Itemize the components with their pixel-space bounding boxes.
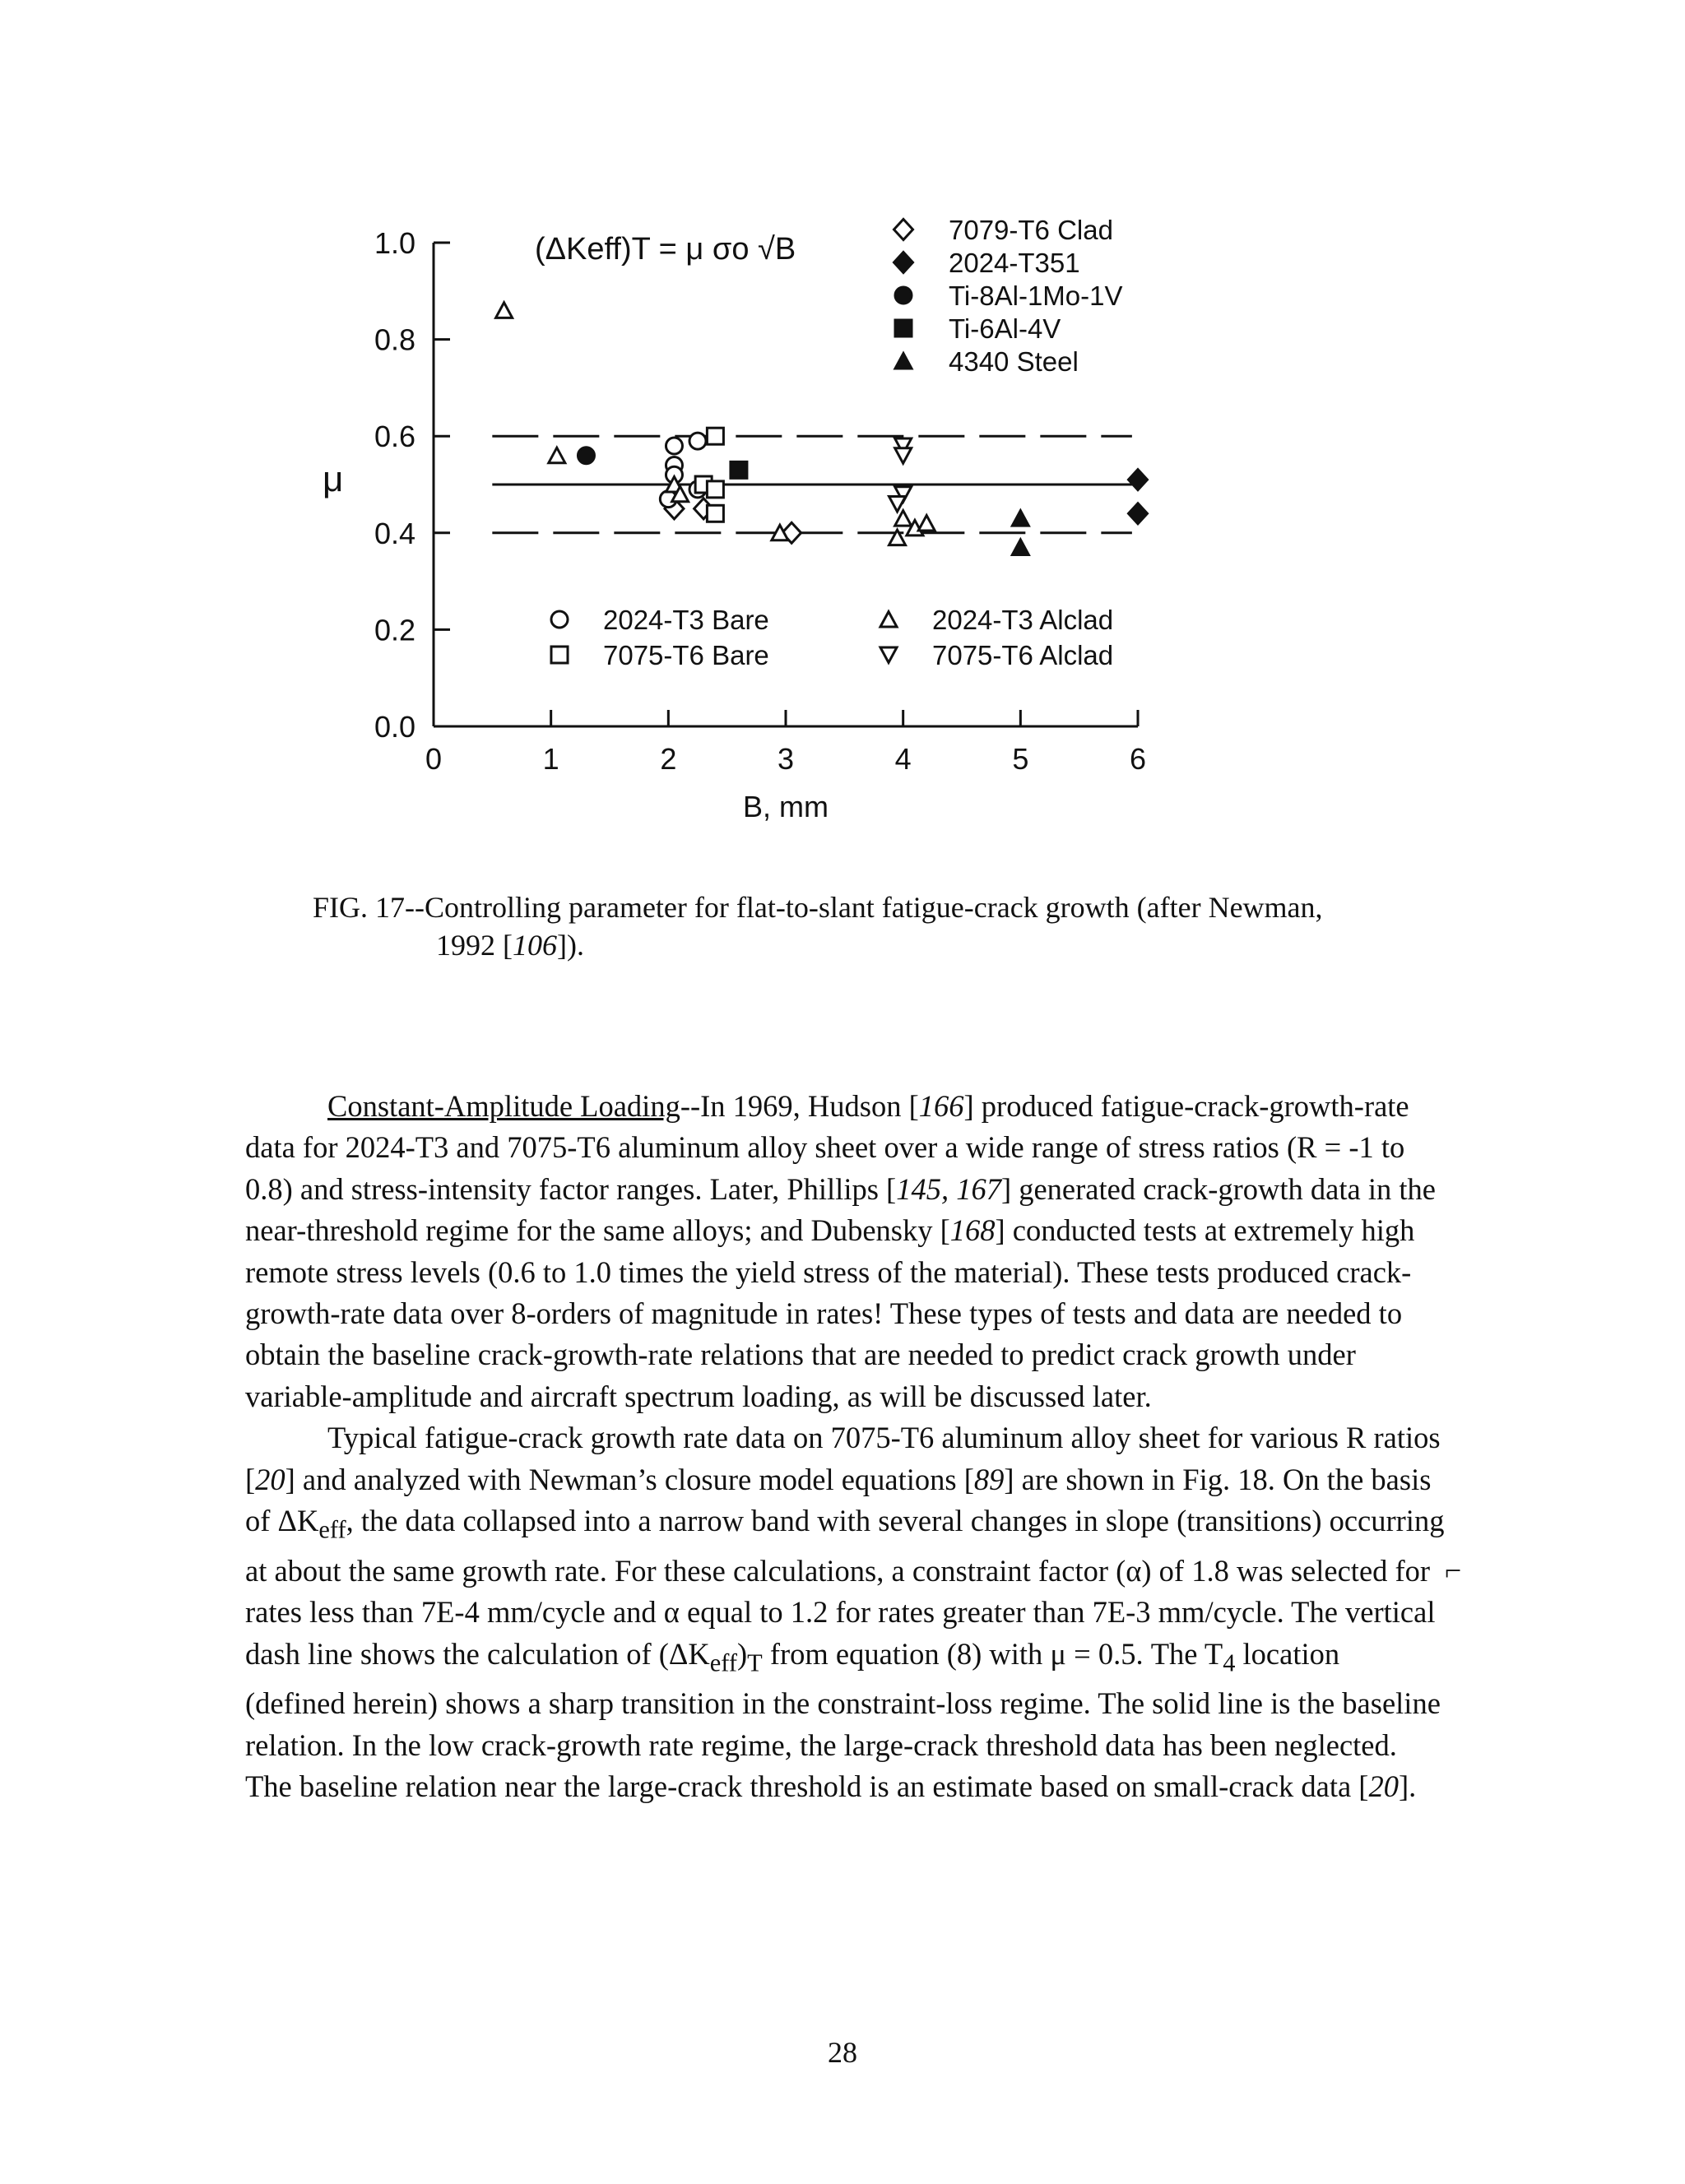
x-tick-label: 0 [425, 742, 443, 776]
legend-marker [894, 220, 913, 240]
legend-label: Ti-6Al-4V [949, 313, 1061, 344]
body-text [245, 1086, 1446, 1808]
legend-label: 7075-T6 Bare [603, 640, 769, 670]
data-point [496, 303, 513, 318]
data-point [1129, 470, 1148, 490]
data-point [707, 481, 723, 498]
legend-label: 2024-T351 [949, 248, 1080, 278]
legend-marker [880, 612, 897, 628]
legend-marker [895, 320, 912, 336]
legend-marker [894, 253, 913, 273]
legend-bottom [551, 605, 1113, 670]
caption-reference: 106 [513, 929, 557, 962]
caption-line-1: FIG. 17--Controlling parameter for flat-to-slant fatigue-crack growth (after Newman, [313, 891, 1323, 924]
citation: 89 [973, 1462, 1005, 1496]
caption-line-2: 1992 [106]). [436, 929, 584, 962]
figure-17-chart [0, 0, 1685, 872]
x-tick-label: 3 [777, 742, 795, 776]
citation: 20 [255, 1462, 285, 1496]
legend-top [894, 215, 1123, 377]
citation: 145, 167 [896, 1171, 1001, 1206]
data-point [707, 505, 723, 522]
data-point [731, 461, 747, 478]
y-tick-label: 0.6 [374, 420, 415, 454]
figure-caption [313, 888, 1423, 964]
paragraph-constant-amplitude: Constant-Amplitude Loading--In 1969, Hudson [166] produced fatigue-crack-growth-rate data for 2024-T3 and 7075-T6 aluminum alloy sheet over a wide range of stress ratios (R = -1 to 0.8) and stress-intensity factor ranges. Later, Phillips [145, 167] generated crack-growth data in the near-threshold regime for the same alloys; and Dubensky [168] conducted tests at extremely high remote stress levels (0.6 to 1.0 times the yield stress of the material). These tests produced crack-growth-rate data over 8-orders of magnitude in rates! These types of tests and data are needed to obtain the baseline crack-growth-rate relations that are needed to predict crack growth under variable-amplitude and aircraft spectrum loading, as will be discussed later. [245, 1089, 1436, 1413]
page-number: 28 [828, 2036, 857, 2069]
citation: 20 [1368, 1769, 1399, 1804]
data-point [1012, 540, 1028, 555]
y-tick-label: 0.4 [374, 516, 415, 550]
legend-marker [895, 287, 912, 304]
legend-label: 4340 Steel [949, 346, 1079, 377]
data-point [689, 433, 706, 449]
citation: 168 [949, 1213, 996, 1248]
section-heading: Constant-Amplitude Loading [327, 1089, 680, 1123]
legend-marker [551, 647, 568, 663]
paragraph-typical-data: Typical fatigue-crack growth rate data on 7075-T6 aluminum alloy sheet for various R ratios [20] and analyzed with Newman’s closure model equations [89] are shown in Fig. 18. On the basis of $\Delta K_{eff}$, the data collapsed into a narrow band with several changes in slope (transitions) occurring at about the same growth rate. For these calculations, a constraint factor (α) of 1.8 was selected for rates less than 7E-4 mm/cycle and α equal to 1.2 for rates greater than 7E-3 mm/cycle. The vertical dash line shows the calculation of $(\Delta K_{eff})_T$ from equation (8) with μ = 0.5. The $T_4$ location (defined herein) shows a sharp transition in the constraint-loss regime. The solid line is the baseline relation. In the low crack-growth rate regime, the large-crack threshold data has been neglected. The baseline relation near the large-crack threshold is an estimate based on small-crack data [20]. [245, 1421, 1445, 1804]
x-tick-label: 2 [660, 742, 677, 776]
legend-marker [551, 611, 568, 628]
margin-mark: ⌐ [1445, 1554, 1462, 1587]
legend-label: 7079-T6 Clad [949, 215, 1113, 245]
legend-marker [895, 354, 912, 369]
data-point [1129, 503, 1148, 524]
y-tick-label: 0.0 [374, 710, 415, 744]
legend-label: 2024-T3 Bare [603, 605, 769, 635]
data-point [918, 516, 935, 531]
data-point [578, 447, 594, 464]
data-point [549, 447, 565, 463]
y-tick-label: 1.0 [374, 226, 415, 260]
data-point [707, 428, 723, 444]
y-tick-label: 0.2 [374, 613, 415, 647]
chart-title: (ΔKeff)T = μ σo √B [535, 232, 796, 267]
y-axis-label: μ [323, 459, 344, 499]
data-point [895, 448, 912, 464]
legend-label: 2024-T3 Alclad [932, 605, 1114, 635]
x-tick-label: 1 [542, 742, 559, 776]
y-tick-label: 0.8 [374, 322, 415, 357]
x-tick-label: 6 [1129, 742, 1147, 776]
legend-marker [880, 647, 897, 663]
data-point [666, 438, 682, 454]
citation: 166 [918, 1089, 964, 1123]
legend-label: Ti-8Al-1Mo-1V [949, 281, 1123, 311]
legend-label: 7075-T6 Alclad [932, 640, 1114, 670]
x-tick-label: 5 [1012, 742, 1029, 776]
x-axis-label: B, mm [743, 790, 829, 823]
x-tick-label: 4 [894, 742, 912, 776]
data-point [1012, 511, 1028, 526]
